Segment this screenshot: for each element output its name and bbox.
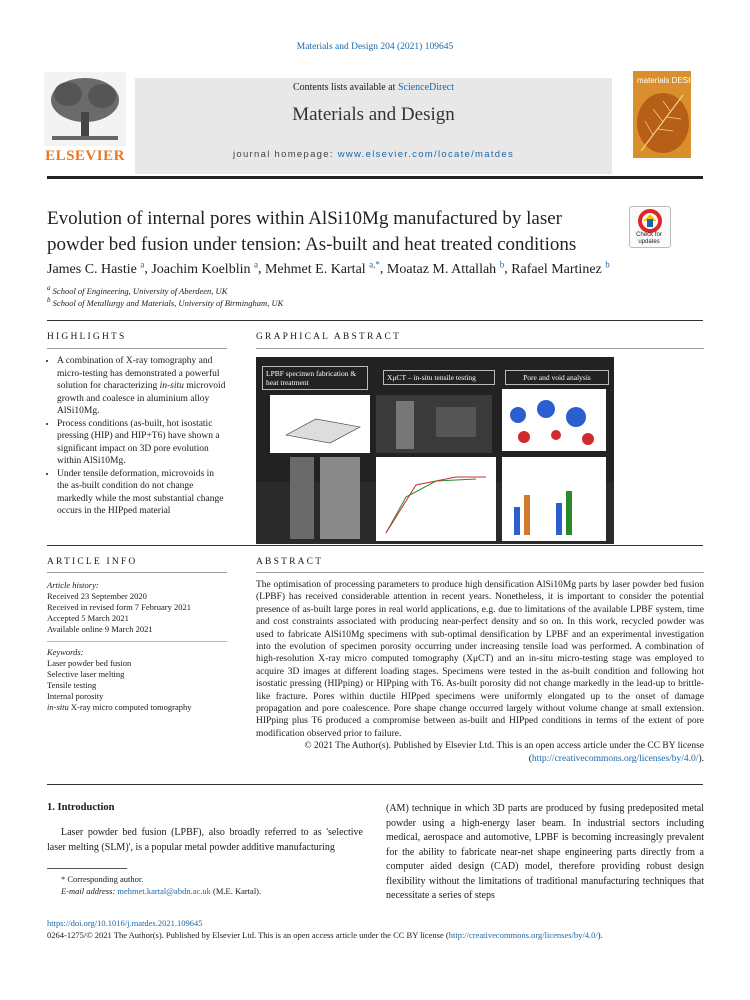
body-text-col1: Laser powder bed fusion (LPBF), also broadly referred to as 'selective laser melting (SLM)', is a popular metal powder additive manufacturing	[47, 827, 363, 853]
ga-panel-label: Pore and void analysis	[505, 370, 609, 385]
divider	[256, 572, 704, 573]
affiliation: $^b$ School of Metallurgy and Materials, University of Birmingham, UK	[47, 296, 284, 308]
footnote	[47, 874, 363, 897]
abstract-copyright: © 2021 The Author(s). Published by Elsevier Ltd. This is an open access article under the CC BY license (http://creativecommons.org/licenses/by/4.0/).	[304, 741, 704, 764]
keyword: Laser powder bed fusion	[47, 658, 132, 668]
divider	[47, 641, 227, 642]
article-info	[47, 580, 227, 713]
affiliation: $^a$ School of Engineering, University of Aberdeen, UK	[47, 284, 228, 296]
keyword: Tensile testing	[47, 680, 97, 690]
divider	[47, 572, 227, 573]
list-item: • Under tensile deformation, microvoids in the as-built condition do not change markedly while the most substantial change occurs in the HIPped material	[57, 468, 227, 518]
email-line: E-mail address: mehmet.kartal@abdn.ac.uk (M.E. Kartal).	[61, 885, 262, 896]
journal-citation[interactable]: Materials and Design 204 (2021) 109645	[296, 42, 454, 52]
email-link[interactable]: mehmet.kartal@abdn.ac.uk	[117, 885, 211, 896]
author-list: James C. Hastie $^a$, Joachim Koelblin $^a$, Mehmet E. Kartal $^{a,*}$, Moataz M. Attallah $^b$, Rafael Martinez $^b$	[47, 259, 610, 277]
divider	[47, 320, 703, 321]
author[interactable]: Joachim Koelblin $^a$	[151, 259, 258, 277]
elsevier-wordmark: ELSEVIER	[45, 148, 125, 164]
keyword: Internal porosity	[47, 691, 104, 701]
article-title: Evolution of internal pores within AlSi10Mg manufactured by laser powder bed fusion under tension: As-built and heat treated conditions	[47, 208, 577, 255]
ga-figure	[256, 357, 614, 544]
doi-link[interactable]: https://doi.org/10.1016/j.matdes.2021.109645	[47, 918, 203, 928]
body-text-col2: (AM) technique in which 3D parts are produced by fusing predeposited metal powder using a high-energy laser beam. In industrial sectors including medical, aerospace and automotive, LPBF is becoming increasingly prevalent for the ability to fabricate near-net shape engineering parts directly from a computer aided design (CAD) model, therefore providing robust design flexibility without the limitations of traditional manufacturing techniques that necessitate a series of steps	[386, 803, 704, 901]
homepage-prefix: journal homepage:	[232, 149, 338, 160]
history-label: Article history:	[47, 580, 99, 590]
license-link[interactable]: http://creativecommons.org/licenses/by/4.0/	[531, 753, 699, 764]
keyword: Selective laser melting	[47, 669, 125, 679]
section-heading: 1. Introduction	[47, 802, 115, 813]
divider	[256, 348, 704, 349]
footnote-rule	[47, 868, 127, 869]
journal-homepage	[135, 149, 612, 160]
check-updates-icon	[630, 207, 670, 235]
abstract-body	[256, 579, 704, 765]
contents-prefix: Contents lists available at	[292, 82, 398, 93]
article-info-heading: ARTICLE INFO	[47, 557, 138, 567]
keyword: in-situ X-ray micro computed tomography	[47, 702, 192, 712]
corresponding-author: * Corresponding author.	[61, 874, 144, 884]
header-rule	[47, 176, 703, 179]
cover-title: materials DESIGN	[637, 76, 703, 85]
sciencedirect-link[interactable]: ScienceDirect	[397, 82, 455, 93]
divider	[47, 545, 703, 546]
history-date: Accepted 5 March 2021	[47, 613, 129, 623]
history-date: Available online 9 March 2021	[47, 624, 153, 634]
homepage-link[interactable]: www.elsevier.com/locate/matdes	[337, 149, 514, 160]
graphical-abstract-heading: GRAPHICAL ABSTRACT	[256, 332, 402, 342]
journal-title: Materials and Design	[292, 104, 455, 125]
author[interactable]: James C. Hastie $^a$	[47, 259, 145, 277]
footer-license-link[interactable]: http://creativecommons.org/licenses/by/4.0/	[448, 930, 598, 940]
list-item: • A combination of X-ray tomography and micro-testing has demonstrated a powerful solution for characterizing in-situ microvoid growth and coalesce in aluminium alloy AlSi10Mg.	[57, 355, 227, 418]
contents-line	[135, 82, 612, 93]
author[interactable]: Rafael Martinez $^b$	[511, 259, 610, 277]
history-date: Received in revised form 7 February 2021	[47, 602, 191, 612]
abstract-text: The optimisation of processing parameters to produce high densification AlSi10Mg parts by laser powder bed fusion (LPBF) has received considerable attention in recent years. Nonetheless, it is important to consider the potential presence of as-built large pores in real world applications, e.g. due to limitations of the available LPBF system, time and cost constraints associated with producing near-perfect density and so on. In this work, recycled powder was used to fabricate AlSi10Mg specimens with sub-optimal densification by LPBF and an experimental investigation into the evolution of specimen porosity occurring under increasing tensile load was performed. A combination of high-resolution X-ray micro computed tomography (XμCT) and an in-situ micro-testing stage was employed to acquire 3D images at different loading stages. Specimens were tested in the as-built condition and following hot isostatic pressing (HIPping) or HIPping with T6. As-built porosity did not change markedly in the lead-up to brittle-like fracture. Pores within ductile HIPped specimens were uniformly elongated up to the onset of damage propagation and pore coalescence. Pore shape change occurred largely without volume change at small extension. HIPping plus T6 produced a compromise between as-built and HIPped conditions in terms of the extent of pore modification observed prior to failure.	[256, 580, 704, 739]
ga-panel-label: XμCT – in-situ tensile testing	[383, 370, 495, 385]
highlights-list	[47, 355, 227, 518]
footer-license: 0264-1275/© 2021 The Author(s). Published by Elsevier Ltd. This is an open access article under the CC BY license (http://creativecommons.org/licenses/by/4.0/).	[47, 930, 603, 940]
author[interactable]: Mehmet E. Kartal $^{a,*}$	[264, 259, 380, 277]
check-for-updates-label: Check for updates	[636, 232, 662, 245]
author[interactable]: Moataz M. Attallah $^b$	[386, 259, 505, 277]
keywords-label: Keywords:	[47, 647, 84, 657]
ga-panel-label: LPBF specimen fabrication & heat treatment	[262, 366, 368, 390]
highlights-heading: HIGHLIGHTS	[47, 332, 127, 342]
list-item: • Process conditions (as-built, hot isostatic pressing (HIP) and HIP+T6) have shown a significant impact on 3D pore evolution within AlSi10Mg.	[57, 418, 227, 468]
divider	[47, 784, 703, 785]
divider	[47, 348, 227, 349]
history-date: Received 23 September 2020	[47, 591, 147, 601]
abstract-heading: ABSTRACT	[256, 557, 324, 567]
